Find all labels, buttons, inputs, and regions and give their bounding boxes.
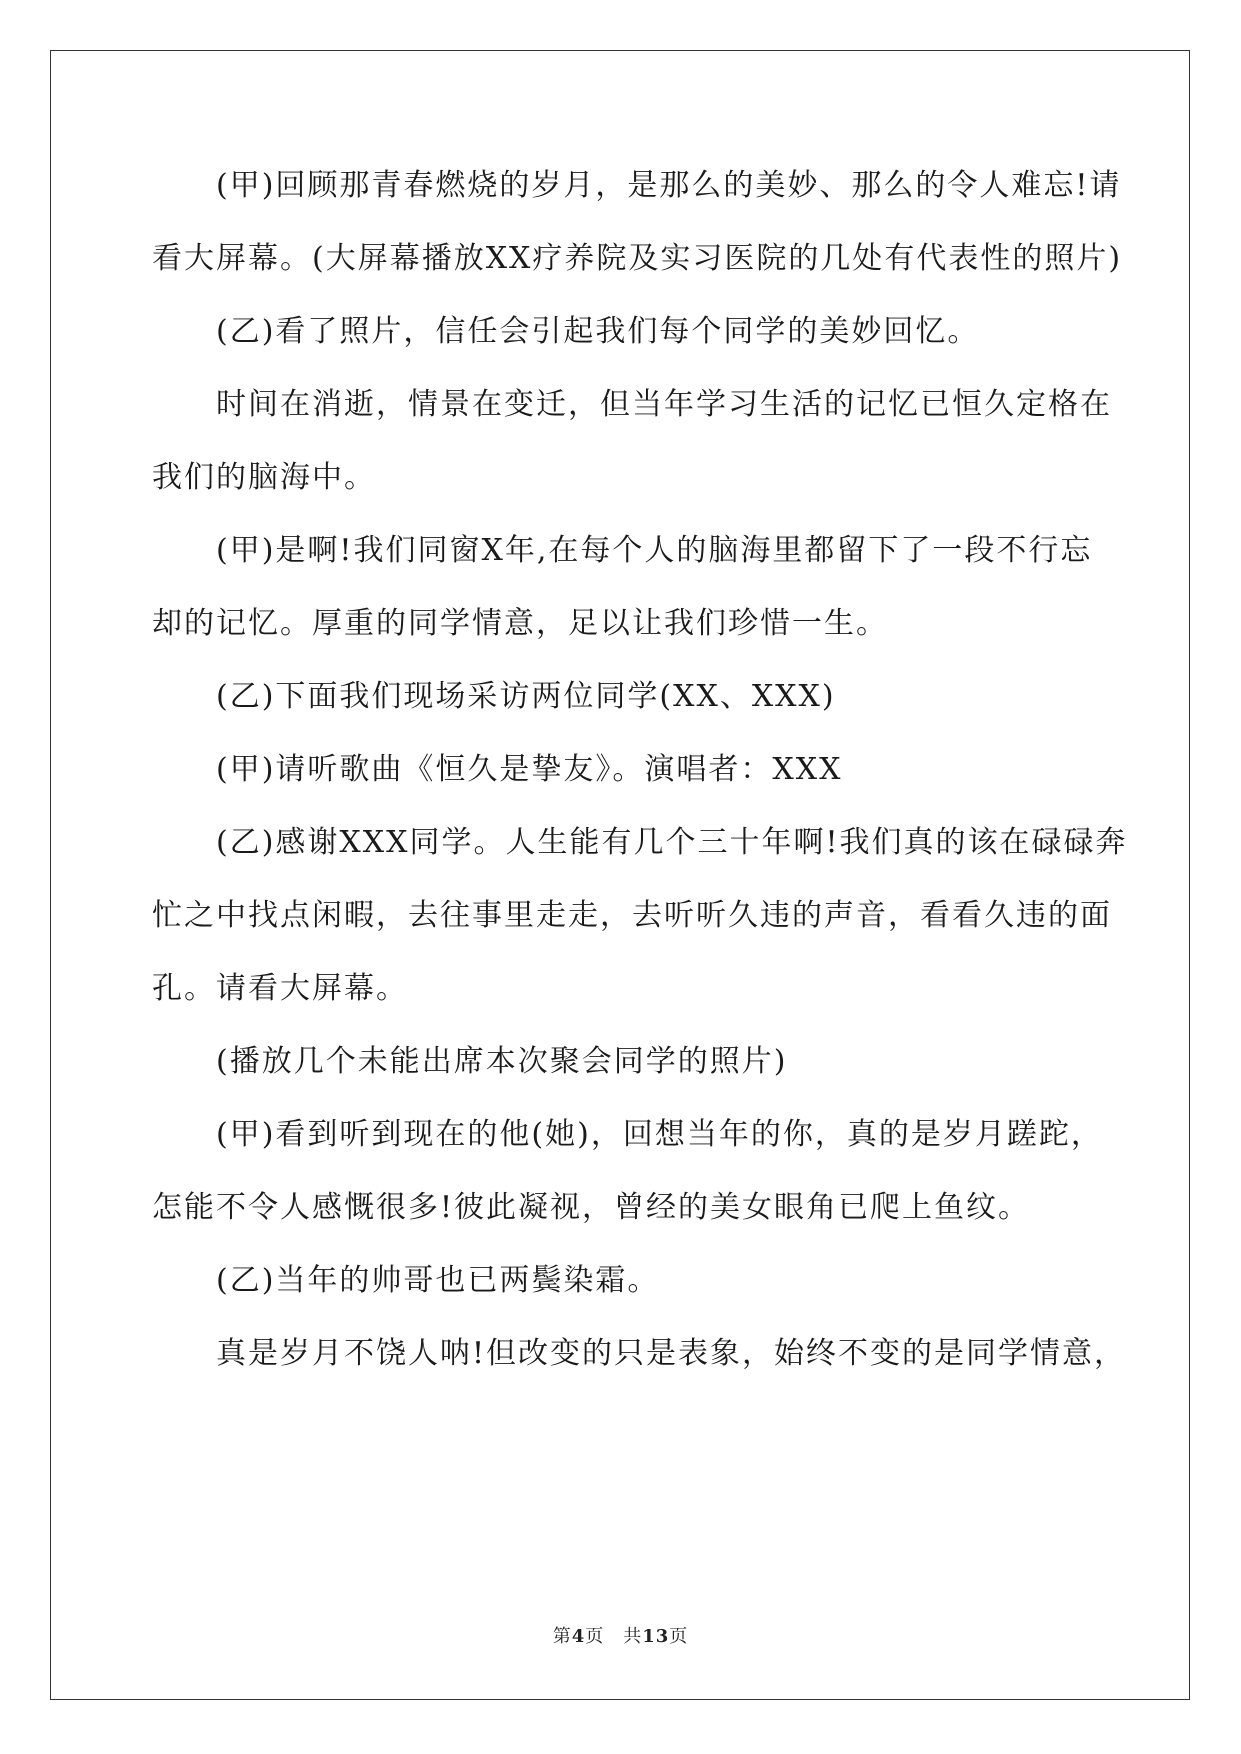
page-footer bbox=[0, 1622, 1241, 1648]
text-line: (甲)请听歌曲《恒久是挚友》。演唱者：XXX bbox=[216, 752, 843, 787]
footer-prefix: 第 bbox=[552, 1626, 572, 1647]
text-line: 孔。请看大屏幕。 bbox=[152, 971, 408, 1006]
text-line: (乙)当年的帅哥也已两鬓染霜。 bbox=[216, 1263, 660, 1298]
footer-suffix: 页 bbox=[669, 1626, 689, 1647]
text-line: 看大屏幕。(大屏幕播放XX疗养院及实习医院的几处有代表性的照片) bbox=[152, 241, 1123, 276]
text-line: (甲)回顾那青春燃烧的岁月，是那么的美妙、那么的令人难忘!请 bbox=[216, 168, 1122, 203]
text-line: 却的记忆。厚重的同学情意，足以让我们珍惜一生。 bbox=[152, 606, 888, 641]
text-line: (乙)下面我们现场采访两位同学(XX、XXX) bbox=[216, 679, 836, 714]
text-line: (乙)感谢XXX同学。人生能有几个三十年啊!我们真的该在碌碌奔 bbox=[216, 825, 1128, 860]
text-line: 怎能不令人感慨很多!彼此凝视，曾经的美女眼角已爬上鱼纹。 bbox=[152, 1190, 1031, 1225]
text-line: (播放几个未能出席本次聚会同学的照片) bbox=[216, 1044, 788, 1079]
page-border bbox=[50, 50, 1190, 1700]
text-line: 忙之中找点闲暇，去往事里走走，去听听久违的声音，看看久违的面 bbox=[152, 898, 1112, 933]
footer-mid: 页 共 bbox=[585, 1626, 643, 1647]
text-line: (乙)看了照片，信任会引起我们每个同学的美妙回忆。 bbox=[216, 314, 980, 349]
text-line: 时间在消逝，情景在变迁，但当年学习生活的记忆已恒久定格在 bbox=[216, 387, 1112, 422]
total-page-number: 13 bbox=[642, 1626, 670, 1647]
current-page-number: 4 bbox=[571, 1626, 586, 1647]
text-line: (甲)是啊!我们同窗X年,在每个人的脑海里都留下了一段不行忘 bbox=[216, 533, 1093, 568]
text-line: (甲)看到听到现在的他(她)，回想当年的你，真的是岁月蹉跎， bbox=[216, 1117, 1103, 1152]
text-line: 真是岁月不饶人呐!但改变的只是表象，始终不变的是同学情意， bbox=[216, 1336, 1127, 1371]
text-line: 我们的脑海中。 bbox=[152, 460, 376, 495]
